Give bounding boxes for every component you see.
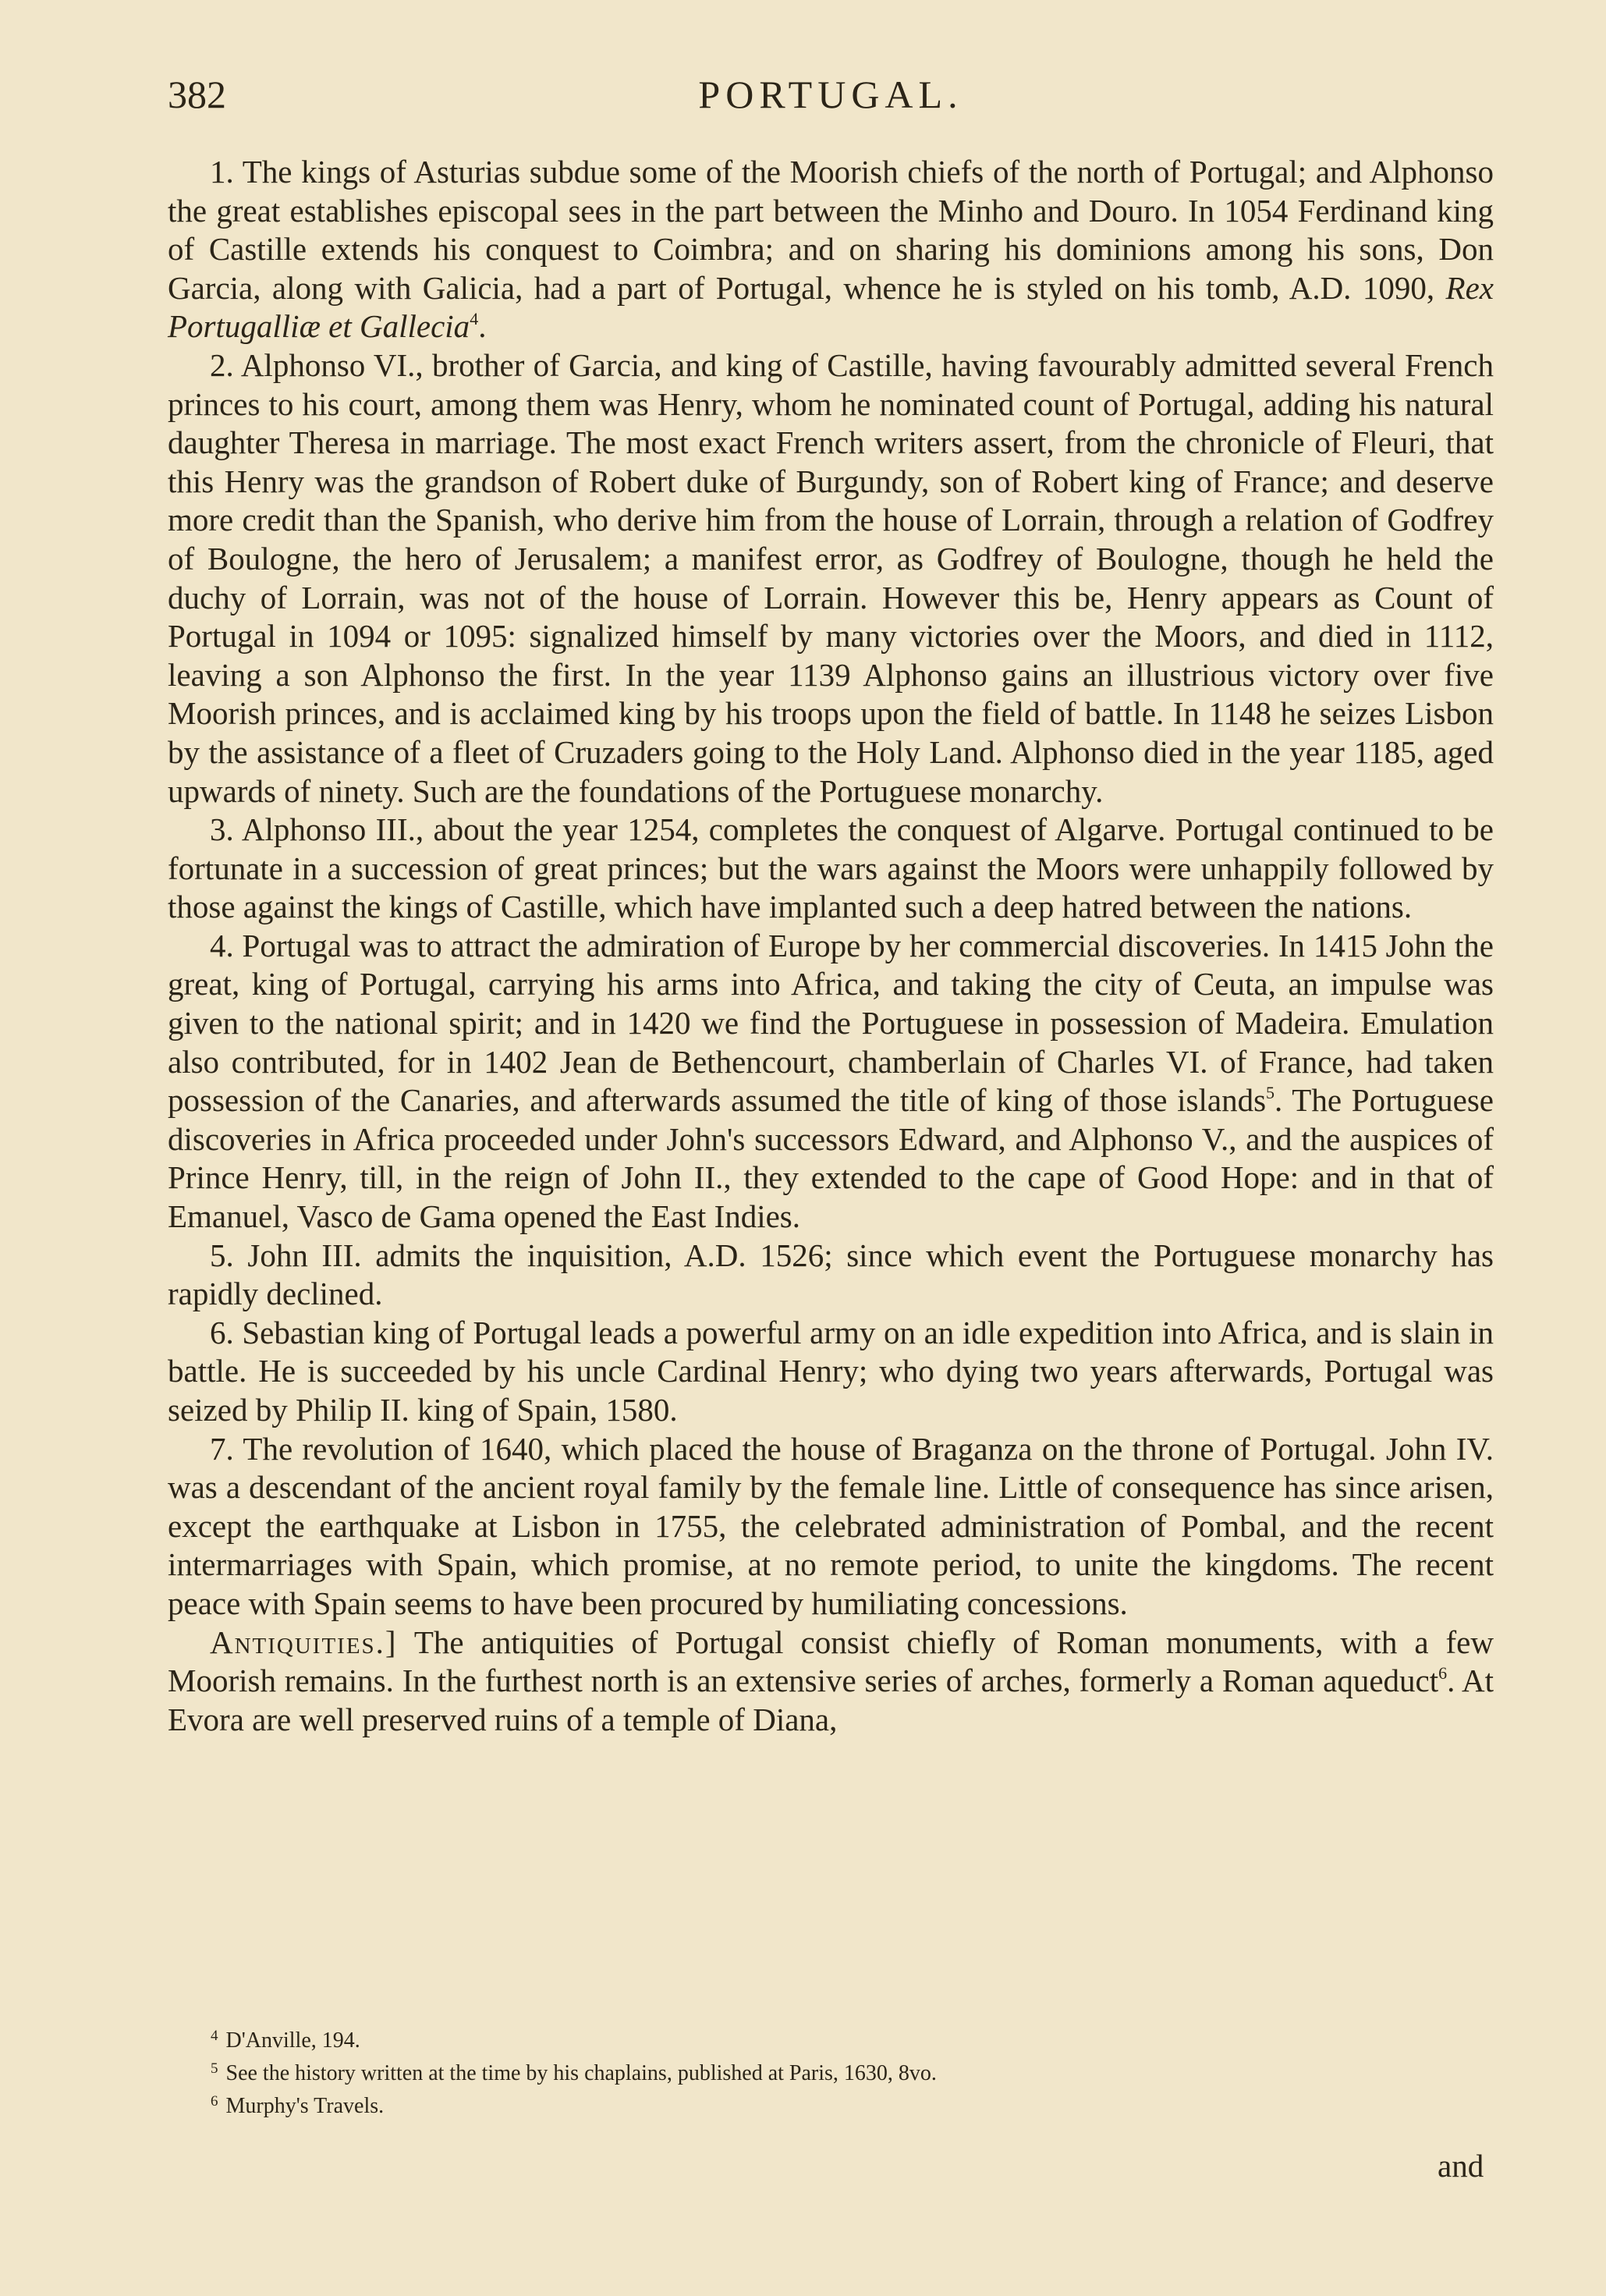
catchword: and [1438,2148,1484,2184]
paragraph-text: 3. Alphonso III., about the year 1254, completes the conquest of Algarve. Portugal continued to be fortunate in a succession of great princes; but the wars against the Moors were unhappily followed by those against the kings of Castille, which have implanted such a deep hatred between the nations. [168,811,1494,925]
footnote-4 [211,2022,1459,2055]
paragraph-5 [168,1237,1494,1314]
paragraph-text: 4. Portugal was to attract the admiration of Europe by her commercial discoveries. In 1415 John the great, king of Portugal, carrying his arms into Africa, and taking the city of Ceuta, an impulse was given to the national spirit; and in 1420 we find the Portuguese in possession of Madeira. Emulation also contributed, for in 1402 Jean de Bethencourt, chamberlain of Charles VI. of France, had taken possession of the Canaries, and afterwards assumed the title of king of those islands [168,927,1494,1119]
page-header [168,72,1494,126]
footnote-mark: 4 [211,2028,218,2044]
paragraph-text: 7. The revolution of 1640, which placed the house of Braganza on the throne of Portugal. John IV. was a descendant of the ancient royal family by the female line. Little of consequence has since arisen, except the earthquake at Lisbon in 1755, the celebrated administration of Pombal, and the recent intermarriages with Spain, which promise, at no remote period, to unite the kingdoms. The recent peace with Spain seems to have been procured by humiliating concessions. [168,1430,1494,1621]
paragraph-end: . [478,308,487,345]
paragraph-text-continued: . At Evora are well preserved ruins of a temple of Diana, [168,1663,1494,1737]
footnote-text: Murphy's Travels. [225,2094,385,2118]
footnote-mark: 5 [211,2060,218,2077]
footnote-6 [211,2088,1459,2120]
paragraph-text: 2. Alphonso VI., brother of Garcia, and king of Castille, having favourably admitted several French princes to his court, among them was Henry, whom he nominated count of Portugal, adding his natural daughter Theresa in marriage. The most exact French writers assert, from the chronicle of Fleuri, that this Henry was the grandson of Robert duke of Burgundy, son of Robert king of France; and deserve more credit than the Spanish, who derive him from the house of Lorrain, through a relation of Godfrey of Boulogne, the hero of Jerusalem; a manifest error, as Godfrey of Boulogne, though he held the duchy of Lorrain, was not of the house of Lorrain. However this be, Henry appears as Count of Portugal in 1094 or 1095: signalized himself by many victories over the Moors, and died in 1112, leaving a son Alphonso the first. In the year 1139 Alphonso gains an illustrious victory over five Moorish princes, and is acclaimed king by his troops upon the field of battle. In 1148 he seizes Lisbon by the assistance of a fleet of Cruzaders going to the Holy Land. Alphonso died in the year 1185, aged upwards of ninety. Such are the foundations of the Portuguese monarchy. [168,346,1494,809]
paragraph-3 [168,811,1494,927]
paragraph-text: 5. John III. admits the inquisition, A.D. 1526; since which event the Portuguese monarchy has rapidly declined. [168,1237,1494,1312]
footnote-text: See the history written at the time by his chaplains, published at Paris, 1630, 8vo. [225,2061,937,2085]
footnote-ref: 5 [1266,1083,1275,1103]
paragraph-6 [168,1314,1494,1430]
footnote-ref: 4 [470,309,479,329]
paragraph-text: 6. Sebastian king of Portugal leads a powerful army on an idle expedition into Africa, and is slain in battle. He is succeeded by his uncle Cardinal Henry; who dying two years afterwards, Portugal was seized by Philip II. king of Spain, 1580. [168,1314,1494,1428]
paragraph-2 [168,346,1494,811]
paragraph-7 [168,1430,1494,1624]
footnote-text: D'Anville, 194. [225,2028,360,2053]
section-heading: Antiquities.] [210,1624,398,1660]
footnote-ref: 6 [1438,1663,1448,1684]
footnotes [211,2022,1459,2120]
running-title: PORTUGAL. [698,73,963,116]
body-text [168,153,1494,1739]
paragraph-1 [168,153,1494,346]
footnote-5 [211,2055,1459,2088]
italic-title: Rex Portugalliæ et Gallecia [168,269,1494,345]
paragraph-text-continued: . The Portuguese discoveries in Africa proceeded under John's successors Edward, and Alphonso V., and the auspices of Prince Henry, till, in the reign of John II., they extended to the cape of Good Hope: and in that of Emanuel, Vasco de Gama opened the East Indies. [168,1082,1494,1235]
footnote-mark: 6 [211,2093,218,2110]
page-number: 382 [168,73,226,116]
paragraph-text: 1. The kings of Asturias subdue some of the Moorish chiefs of the north of Portugal; and Alphonso the great establishes episcopal sees in the part between the Minho and Douro. In 1054 Ferdinand king of Castille extends his conquest to Coimbra; and on sharing his dominions among his sons, Don Garcia, along with Galicia, had a part of Portugal, whence he is styled on his tomb, A.D. 1090, [168,154,1494,306]
paragraph-antiquities [168,1624,1494,1740]
paragraph-4 [168,927,1494,1237]
paragraph-text: The antiquities of Portugal consist chiefly of Roman monuments, with a few Moorish remains. In the furthest north is an extensive series of arches, formerly a Roman aqueduct [168,1624,1494,1699]
